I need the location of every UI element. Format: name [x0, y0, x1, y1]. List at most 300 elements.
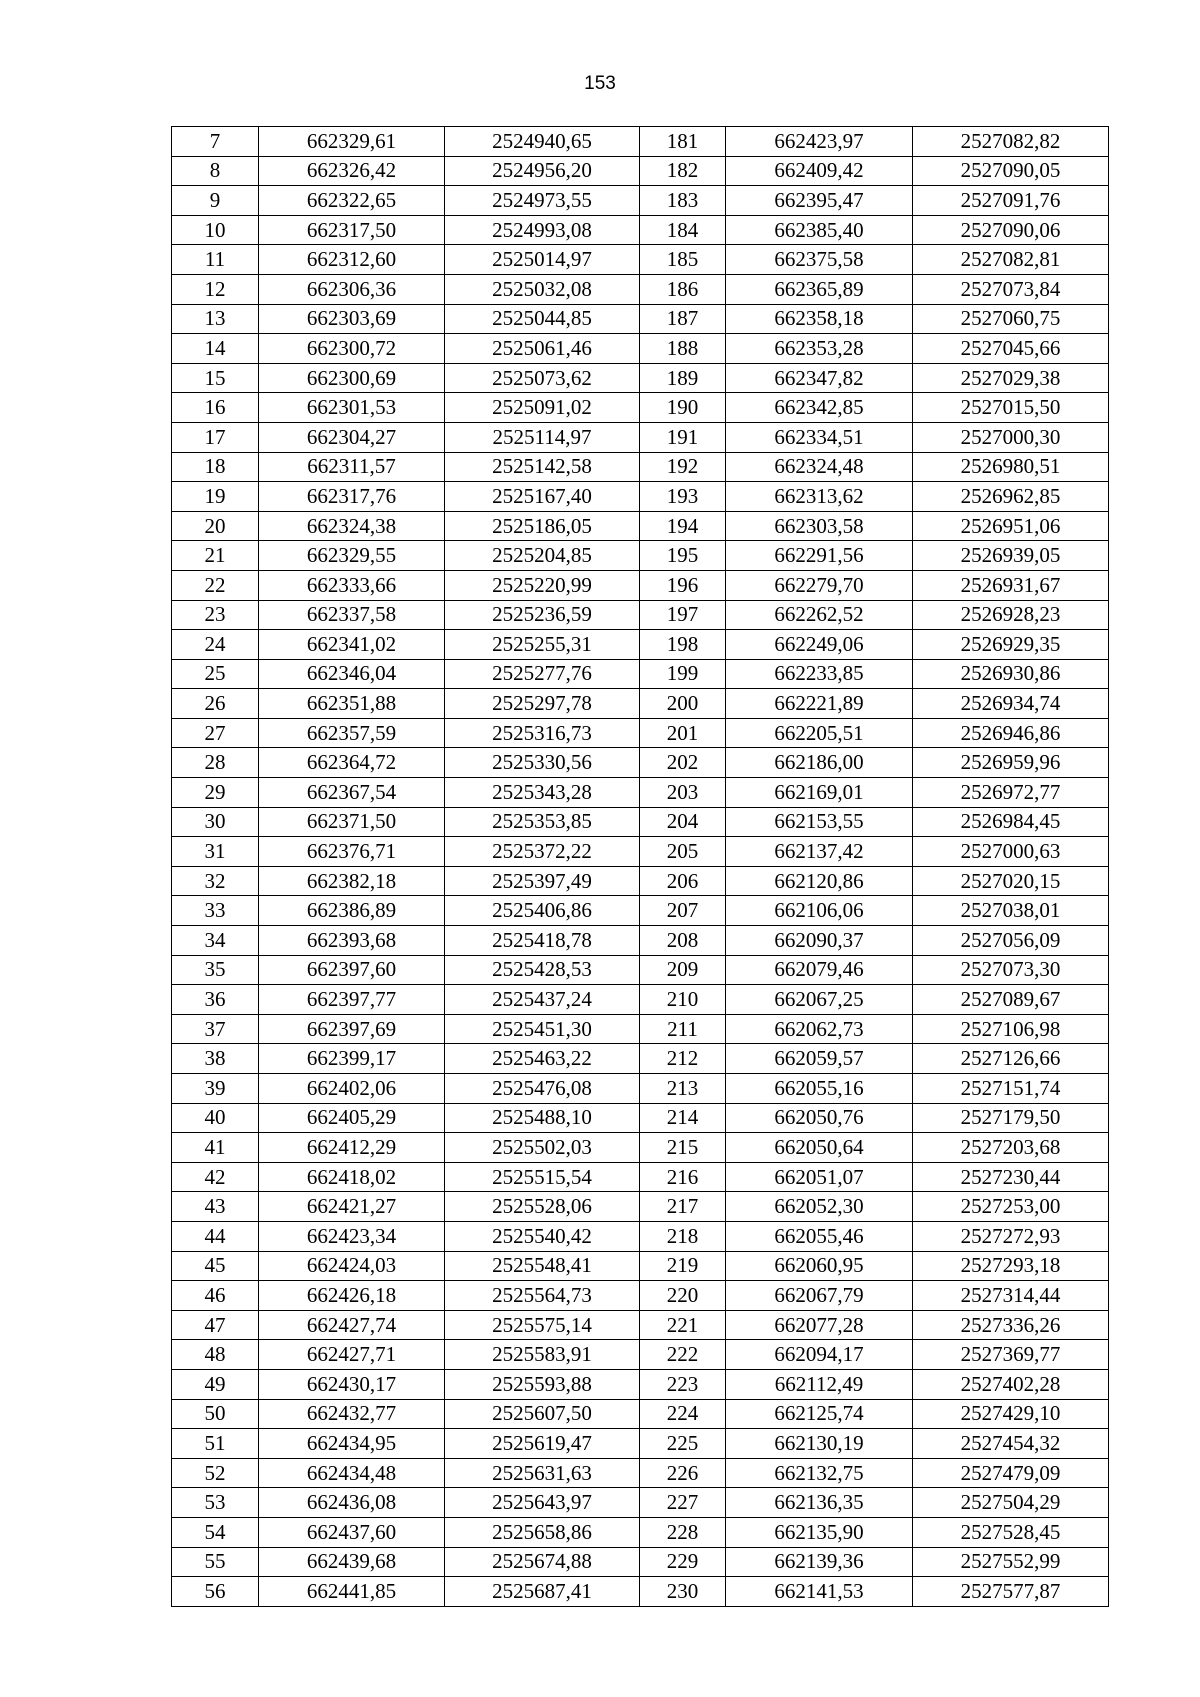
- page-number: 153: [584, 73, 616, 94]
- y-coordinate-cell-left: 2525142,58: [445, 452, 640, 482]
- table-row: [172, 1074, 1109, 1104]
- x-coordinate-cell-right: 662139,36: [726, 1547, 913, 1577]
- point-number-cell-right: 201: [640, 718, 726, 748]
- point-number-cell-left: 9: [172, 186, 259, 216]
- point-number-cell-right: 181: [640, 127, 726, 157]
- table-row: [172, 866, 1109, 896]
- table-row: [172, 659, 1109, 689]
- x-coordinate-cell-left: 662329,55: [259, 541, 445, 571]
- table-row: [172, 393, 1109, 423]
- point-number-cell-left: 46: [172, 1281, 259, 1311]
- x-coordinate-cell-right: 662423,97: [726, 127, 913, 157]
- x-coordinate-cell-right: 662353,28: [726, 334, 913, 364]
- point-number-cell-right: 228: [640, 1517, 726, 1547]
- y-coordinate-cell-left: 2525397,49: [445, 866, 640, 896]
- y-coordinate-cell-left: 2525167,40: [445, 482, 640, 512]
- x-coordinate-cell-right: 662233,85: [726, 659, 913, 689]
- x-coordinate-cell-left: 662427,71: [259, 1340, 445, 1370]
- table-row: [172, 186, 1109, 216]
- point-number-cell-left: 16: [172, 393, 259, 423]
- y-coordinate-cell-right: 2527577,87: [913, 1577, 1109, 1607]
- y-coordinate-cell-left: 2525463,22: [445, 1044, 640, 1074]
- y-coordinate-cell-left: 2525204,85: [445, 541, 640, 571]
- x-coordinate-cell-right: 662221,89: [726, 689, 913, 719]
- point-number-cell-left: 35: [172, 955, 259, 985]
- point-number-cell-left: 30: [172, 807, 259, 837]
- point-number-cell-right: 220: [640, 1281, 726, 1311]
- x-coordinate-cell-right: 662358,18: [726, 304, 913, 334]
- coordinates-table: [171, 126, 1109, 1607]
- y-coordinate-cell-left: 2525044,85: [445, 304, 640, 334]
- x-coordinate-cell-left: 662371,50: [259, 807, 445, 837]
- point-number-cell-left: 19: [172, 482, 259, 512]
- point-number-cell-left: 29: [172, 778, 259, 808]
- point-number-cell-right: 229: [640, 1547, 726, 1577]
- x-coordinate-cell-right: 662279,70: [726, 570, 913, 600]
- table-row: [172, 334, 1109, 364]
- x-coordinate-cell-left: 662300,69: [259, 363, 445, 393]
- x-coordinate-cell-right: 662334,51: [726, 422, 913, 452]
- x-coordinate-cell-right: 662059,57: [726, 1044, 913, 1074]
- x-coordinate-cell-right: 662169,01: [726, 778, 913, 808]
- point-number-cell-left: 39: [172, 1074, 259, 1104]
- table-row: [172, 896, 1109, 926]
- point-number-cell-left: 11: [172, 245, 259, 275]
- x-coordinate-cell-left: 662304,27: [259, 422, 445, 452]
- y-coordinate-cell-right: 2527090,06: [913, 215, 1109, 245]
- x-coordinate-cell-right: 662135,90: [726, 1517, 913, 1547]
- table-row: [172, 570, 1109, 600]
- point-number-cell-right: 195: [640, 541, 726, 571]
- point-number-cell-left: 27: [172, 718, 259, 748]
- point-number-cell-left: 40: [172, 1103, 259, 1133]
- x-coordinate-cell-right: 662052,30: [726, 1192, 913, 1222]
- point-number-cell-left: 53: [172, 1488, 259, 1518]
- y-coordinate-cell-left: 2525619,47: [445, 1429, 640, 1459]
- y-coordinate-cell-right: 2526946,86: [913, 718, 1109, 748]
- point-number-cell-right: 227: [640, 1488, 726, 1518]
- x-coordinate-cell-left: 662311,57: [259, 452, 445, 482]
- point-number-cell-left: 15: [172, 363, 259, 393]
- point-number-cell-left: 31: [172, 837, 259, 867]
- table-row: [172, 1369, 1109, 1399]
- y-coordinate-cell-left: 2525451,30: [445, 1014, 640, 1044]
- x-coordinate-cell-right: 662395,47: [726, 186, 913, 216]
- x-coordinate-cell-left: 662399,17: [259, 1044, 445, 1074]
- y-coordinate-cell-left: 2525220,99: [445, 570, 640, 600]
- x-coordinate-cell-left: 662357,59: [259, 718, 445, 748]
- y-coordinate-cell-right: 2527060,75: [913, 304, 1109, 334]
- x-coordinate-cell-right: 662067,25: [726, 985, 913, 1015]
- y-coordinate-cell-right: 2527089,67: [913, 985, 1109, 1015]
- x-coordinate-cell-left: 662418,02: [259, 1162, 445, 1192]
- table-row: [172, 955, 1109, 985]
- table-row: [172, 807, 1109, 837]
- x-coordinate-cell-right: 662324,48: [726, 452, 913, 482]
- y-coordinate-cell-right: 2527336,26: [913, 1310, 1109, 1340]
- y-coordinate-cell-right: 2527073,30: [913, 955, 1109, 985]
- y-coordinate-cell-right: 2527203,68: [913, 1133, 1109, 1163]
- y-coordinate-cell-right: 2526934,74: [913, 689, 1109, 719]
- table-row: [172, 215, 1109, 245]
- table-row: [172, 1517, 1109, 1547]
- x-coordinate-cell-left: 662300,72: [259, 334, 445, 364]
- point-number-cell-right: 206: [640, 866, 726, 896]
- y-coordinate-cell-right: 2526959,96: [913, 748, 1109, 778]
- y-coordinate-cell-left: 2525073,62: [445, 363, 640, 393]
- point-number-cell-left: 22: [172, 570, 259, 600]
- point-number-cell-right: 230: [640, 1577, 726, 1607]
- x-coordinate-cell-right: 662153,55: [726, 807, 913, 837]
- y-coordinate-cell-right: 2527029,38: [913, 363, 1109, 393]
- x-coordinate-cell-right: 662079,46: [726, 955, 913, 985]
- y-coordinate-cell-left: 2525575,14: [445, 1310, 640, 1340]
- point-number-cell-right: 203: [640, 778, 726, 808]
- point-number-cell-left: 54: [172, 1517, 259, 1547]
- y-coordinate-cell-left: 2525277,76: [445, 659, 640, 689]
- point-number-cell-left: 48: [172, 1340, 259, 1370]
- x-coordinate-cell-left: 662434,48: [259, 1458, 445, 1488]
- point-number-cell-left: 21: [172, 541, 259, 571]
- point-number-cell-left: 47: [172, 1310, 259, 1340]
- point-number-cell-left: 42: [172, 1162, 259, 1192]
- y-coordinate-cell-right: 2527045,66: [913, 334, 1109, 364]
- point-number-cell-right: 194: [640, 511, 726, 541]
- y-coordinate-cell-right: 2527073,84: [913, 274, 1109, 304]
- point-number-cell-left: 38: [172, 1044, 259, 1074]
- point-number-cell-left: 49: [172, 1369, 259, 1399]
- y-coordinate-cell-left: 2525658,86: [445, 1517, 640, 1547]
- x-coordinate-cell-left: 662393,68: [259, 926, 445, 956]
- x-coordinate-cell-left: 662382,18: [259, 866, 445, 896]
- x-coordinate-cell-left: 662437,60: [259, 1517, 445, 1547]
- point-number-cell-right: 193: [640, 482, 726, 512]
- y-coordinate-cell-left: 2525255,31: [445, 630, 640, 660]
- x-coordinate-cell-left: 662346,04: [259, 659, 445, 689]
- x-coordinate-cell-right: 662365,89: [726, 274, 913, 304]
- point-number-cell-left: 24: [172, 630, 259, 660]
- y-coordinate-cell-right: 2526930,86: [913, 659, 1109, 689]
- y-coordinate-cell-right: 2527000,30: [913, 422, 1109, 452]
- table-row: [172, 452, 1109, 482]
- point-number-cell-right: 190: [640, 393, 726, 423]
- point-number-cell-right: 221: [640, 1310, 726, 1340]
- y-coordinate-cell-left: 2525583,91: [445, 1340, 640, 1370]
- point-number-cell-left: 37: [172, 1014, 259, 1044]
- y-coordinate-cell-left: 2525515,54: [445, 1162, 640, 1192]
- y-coordinate-cell-left: 2525631,63: [445, 1458, 640, 1488]
- x-coordinate-cell-right: 662262,52: [726, 600, 913, 630]
- point-number-cell-left: 18: [172, 452, 259, 482]
- x-coordinate-cell-left: 662441,85: [259, 1577, 445, 1607]
- x-coordinate-cell-left: 662326,42: [259, 156, 445, 186]
- y-coordinate-cell-right: 2527106,98: [913, 1014, 1109, 1044]
- point-number-cell-right: 199: [640, 659, 726, 689]
- x-coordinate-cell-left: 662397,77: [259, 985, 445, 1015]
- x-coordinate-cell-left: 662412,29: [259, 1133, 445, 1163]
- x-coordinate-cell-right: 662130,19: [726, 1429, 913, 1459]
- point-number-cell-left: 8: [172, 156, 259, 186]
- point-number-cell-right: 183: [640, 186, 726, 216]
- x-coordinate-cell-left: 662434,95: [259, 1429, 445, 1459]
- table-row: [172, 1488, 1109, 1518]
- point-number-cell-right: 192: [640, 452, 726, 482]
- table-row: [172, 422, 1109, 452]
- y-coordinate-cell-right: 2527082,81: [913, 245, 1109, 275]
- y-coordinate-cell-right: 2527314,44: [913, 1281, 1109, 1311]
- y-coordinate-cell-left: 2525032,08: [445, 274, 640, 304]
- x-coordinate-cell-right: 662120,86: [726, 866, 913, 896]
- point-number-cell-left: 51: [172, 1429, 259, 1459]
- point-number-cell-right: 226: [640, 1458, 726, 1488]
- point-number-cell-left: 44: [172, 1221, 259, 1251]
- point-number-cell-left: 12: [172, 274, 259, 304]
- x-coordinate-cell-right: 662186,00: [726, 748, 913, 778]
- x-coordinate-cell-right: 662125,74: [726, 1399, 913, 1429]
- y-coordinate-cell-right: 2527230,44: [913, 1162, 1109, 1192]
- x-coordinate-cell-right: 662050,64: [726, 1133, 913, 1163]
- y-coordinate-cell-right: 2526962,85: [913, 482, 1109, 512]
- table-row: [172, 1162, 1109, 1192]
- x-coordinate-cell-left: 662421,27: [259, 1192, 445, 1222]
- y-coordinate-cell-left: 2525674,88: [445, 1547, 640, 1577]
- table-row: [172, 1014, 1109, 1044]
- y-coordinate-cell-left: 2525297,78: [445, 689, 640, 719]
- table-row: [172, 778, 1109, 808]
- x-coordinate-cell-right: 662051,07: [726, 1162, 913, 1192]
- x-coordinate-cell-right: 662303,58: [726, 511, 913, 541]
- y-coordinate-cell-right: 2527454,32: [913, 1429, 1109, 1459]
- point-number-cell-left: 17: [172, 422, 259, 452]
- point-number-cell-right: 184: [640, 215, 726, 245]
- y-coordinate-cell-left: 2525528,06: [445, 1192, 640, 1222]
- y-coordinate-cell-right: 2527528,45: [913, 1517, 1109, 1547]
- point-number-cell-right: 214: [640, 1103, 726, 1133]
- y-coordinate-cell-left: 2525488,10: [445, 1103, 640, 1133]
- x-coordinate-cell-left: 662423,34: [259, 1221, 445, 1251]
- point-number-cell-left: 26: [172, 689, 259, 719]
- point-number-cell-right: 211: [640, 1014, 726, 1044]
- y-coordinate-cell-left: 2525564,73: [445, 1281, 640, 1311]
- point-number-cell-left: 36: [172, 985, 259, 1015]
- point-number-cell-right: 204: [640, 807, 726, 837]
- point-number-cell-left: 23: [172, 600, 259, 630]
- y-coordinate-cell-left: 2525437,24: [445, 985, 640, 1015]
- point-number-cell-right: 212: [640, 1044, 726, 1074]
- x-coordinate-cell-right: 662112,49: [726, 1369, 913, 1399]
- table-row: [172, 274, 1109, 304]
- y-coordinate-cell-left: 2525540,42: [445, 1221, 640, 1251]
- table-row: [172, 1221, 1109, 1251]
- table-row: [172, 156, 1109, 186]
- y-coordinate-cell-right: 2527090,05: [913, 156, 1109, 186]
- x-coordinate-cell-left: 662312,60: [259, 245, 445, 275]
- x-coordinate-cell-right: 662342,85: [726, 393, 913, 423]
- y-coordinate-cell-left: 2525236,59: [445, 600, 640, 630]
- point-number-cell-left: 43: [172, 1192, 259, 1222]
- x-coordinate-cell-right: 662090,37: [726, 926, 913, 956]
- x-coordinate-cell-right: 662249,06: [726, 630, 913, 660]
- x-coordinate-cell-left: 662386,89: [259, 896, 445, 926]
- y-coordinate-cell-right: 2527126,66: [913, 1044, 1109, 1074]
- point-number-cell-right: 207: [640, 896, 726, 926]
- x-coordinate-cell-left: 662364,72: [259, 748, 445, 778]
- y-coordinate-cell-left: 2525186,05: [445, 511, 640, 541]
- y-coordinate-cell-right: 2527179,50: [913, 1103, 1109, 1133]
- point-number-cell-left: 33: [172, 896, 259, 926]
- x-coordinate-cell-left: 662432,77: [259, 1399, 445, 1429]
- x-coordinate-cell-right: 662385,40: [726, 215, 913, 245]
- point-number-cell-left: 52: [172, 1458, 259, 1488]
- y-coordinate-cell-right: 2527091,76: [913, 186, 1109, 216]
- y-coordinate-cell-left: 2525687,41: [445, 1577, 640, 1607]
- y-coordinate-cell-right: 2527369,77: [913, 1340, 1109, 1370]
- y-coordinate-cell-right: 2527272,93: [913, 1221, 1109, 1251]
- x-coordinate-cell-left: 662317,76: [259, 482, 445, 512]
- y-coordinate-cell-right: 2527000,63: [913, 837, 1109, 867]
- y-coordinate-cell-left: 2525476,08: [445, 1074, 640, 1104]
- x-coordinate-cell-left: 662337,58: [259, 600, 445, 630]
- y-coordinate-cell-left: 2525643,97: [445, 1488, 640, 1518]
- table-row: [172, 304, 1109, 334]
- y-coordinate-cell-right: 2527056,09: [913, 926, 1109, 956]
- point-number-cell-right: 219: [640, 1251, 726, 1281]
- point-number-cell-right: 223: [640, 1369, 726, 1399]
- table-row: [172, 689, 1109, 719]
- y-coordinate-cell-right: 2526929,35: [913, 630, 1109, 660]
- point-number-cell-right: 198: [640, 630, 726, 660]
- y-coordinate-cell-right: 2526972,77: [913, 778, 1109, 808]
- x-coordinate-cell-left: 662329,61: [259, 127, 445, 157]
- table-row: [172, 926, 1109, 956]
- x-coordinate-cell-left: 662306,36: [259, 274, 445, 304]
- y-coordinate-cell-right: 2527082,82: [913, 127, 1109, 157]
- y-coordinate-cell-left: 2525114,97: [445, 422, 640, 452]
- y-coordinate-cell-left: 2525061,46: [445, 334, 640, 364]
- table-row: [172, 630, 1109, 660]
- x-coordinate-cell-left: 662397,69: [259, 1014, 445, 1044]
- y-coordinate-cell-left: 2525316,73: [445, 718, 640, 748]
- x-coordinate-cell-left: 662397,60: [259, 955, 445, 985]
- x-coordinate-cell-right: 662205,51: [726, 718, 913, 748]
- x-coordinate-cell-right: 662050,76: [726, 1103, 913, 1133]
- y-coordinate-cell-right: 2526980,51: [913, 452, 1109, 482]
- x-coordinate-cell-left: 662367,54: [259, 778, 445, 808]
- point-number-cell-left: 20: [172, 511, 259, 541]
- point-number-cell-right: 216: [640, 1162, 726, 1192]
- x-coordinate-cell-right: 662291,56: [726, 541, 913, 571]
- table-row: [172, 1044, 1109, 1074]
- y-coordinate-cell-right: 2526984,45: [913, 807, 1109, 837]
- x-coordinate-cell-right: 662313,62: [726, 482, 913, 512]
- point-number-cell-right: 186: [640, 274, 726, 304]
- table-row: [172, 1458, 1109, 1488]
- x-coordinate-cell-left: 662402,06: [259, 1074, 445, 1104]
- y-coordinate-cell-left: 2525353,85: [445, 807, 640, 837]
- y-coordinate-cell-left: 2525548,41: [445, 1251, 640, 1281]
- y-coordinate-cell-right: 2527552,99: [913, 1547, 1109, 1577]
- x-coordinate-cell-left: 662303,69: [259, 304, 445, 334]
- y-coordinate-cell-left: 2524940,65: [445, 127, 640, 157]
- x-coordinate-cell-right: 662375,58: [726, 245, 913, 275]
- y-coordinate-cell-left: 2524993,08: [445, 215, 640, 245]
- point-number-cell-left: 28: [172, 748, 259, 778]
- table-row: [172, 1310, 1109, 1340]
- x-coordinate-cell-left: 662376,71: [259, 837, 445, 867]
- point-number-cell-right: 209: [640, 955, 726, 985]
- point-number-cell-left: 13: [172, 304, 259, 334]
- x-coordinate-cell-left: 662322,65: [259, 186, 445, 216]
- table-row: [172, 1577, 1109, 1607]
- table-row: [172, 511, 1109, 541]
- y-coordinate-cell-right: 2527020,15: [913, 866, 1109, 896]
- point-number-cell-left: 32: [172, 866, 259, 896]
- x-coordinate-cell-right: 662055,16: [726, 1074, 913, 1104]
- table-row: [172, 1429, 1109, 1459]
- y-coordinate-cell-right: 2527429,10: [913, 1399, 1109, 1429]
- point-number-cell-right: 215: [640, 1133, 726, 1163]
- table-row: [172, 1192, 1109, 1222]
- point-number-cell-right: 224: [640, 1399, 726, 1429]
- point-number-cell-right: 218: [640, 1221, 726, 1251]
- point-number-cell-right: 210: [640, 985, 726, 1015]
- table-row: [172, 1399, 1109, 1429]
- y-coordinate-cell-left: 2525418,78: [445, 926, 640, 956]
- x-coordinate-cell-right: 662347,82: [726, 363, 913, 393]
- point-number-cell-right: 202: [640, 748, 726, 778]
- point-number-cell-right: 188: [640, 334, 726, 364]
- y-coordinate-cell-right: 2527015,50: [913, 393, 1109, 423]
- y-coordinate-cell-right: 2526951,06: [913, 511, 1109, 541]
- y-coordinate-cell-left: 2525091,02: [445, 393, 640, 423]
- y-coordinate-cell-left: 2525607,50: [445, 1399, 640, 1429]
- point-number-cell-right: 222: [640, 1340, 726, 1370]
- y-coordinate-cell-right: 2527253,00: [913, 1192, 1109, 1222]
- point-number-cell-right: 189: [640, 363, 726, 393]
- table-row: [172, 748, 1109, 778]
- x-coordinate-cell-left: 662436,08: [259, 1488, 445, 1518]
- x-coordinate-cell-right: 662077,28: [726, 1310, 913, 1340]
- point-number-cell-right: 187: [640, 304, 726, 334]
- point-number-cell-right: 191: [640, 422, 726, 452]
- point-number-cell-right: 185: [640, 245, 726, 275]
- x-coordinate-cell-left: 662439,68: [259, 1547, 445, 1577]
- y-coordinate-cell-right: 2526928,23: [913, 600, 1109, 630]
- x-coordinate-cell-right: 662062,73: [726, 1014, 913, 1044]
- y-coordinate-cell-left: 2525406,86: [445, 896, 640, 926]
- table-row: [172, 363, 1109, 393]
- y-coordinate-cell-left: 2525593,88: [445, 1369, 640, 1399]
- point-number-cell-right: 217: [640, 1192, 726, 1222]
- table-row: [172, 1340, 1109, 1370]
- y-coordinate-cell-left: 2525343,28: [445, 778, 640, 808]
- x-coordinate-cell-left: 662317,50: [259, 215, 445, 245]
- point-number-cell-right: 196: [640, 570, 726, 600]
- x-coordinate-cell-right: 662067,79: [726, 1281, 913, 1311]
- x-coordinate-cell-left: 662301,53: [259, 393, 445, 423]
- x-coordinate-cell-left: 662426,18: [259, 1281, 445, 1311]
- point-number-cell-left: 25: [172, 659, 259, 689]
- y-coordinate-cell-left: 2525502,03: [445, 1133, 640, 1163]
- y-coordinate-cell-right: 2527479,09: [913, 1458, 1109, 1488]
- y-coordinate-cell-right: 2527402,28: [913, 1369, 1109, 1399]
- y-coordinate-cell-left: 2525372,22: [445, 837, 640, 867]
- point-number-cell-right: 197: [640, 600, 726, 630]
- table-row: [172, 1133, 1109, 1163]
- y-coordinate-cell-left: 2525014,97: [445, 245, 640, 275]
- y-coordinate-cell-right: 2527038,01: [913, 896, 1109, 926]
- table-row: [172, 837, 1109, 867]
